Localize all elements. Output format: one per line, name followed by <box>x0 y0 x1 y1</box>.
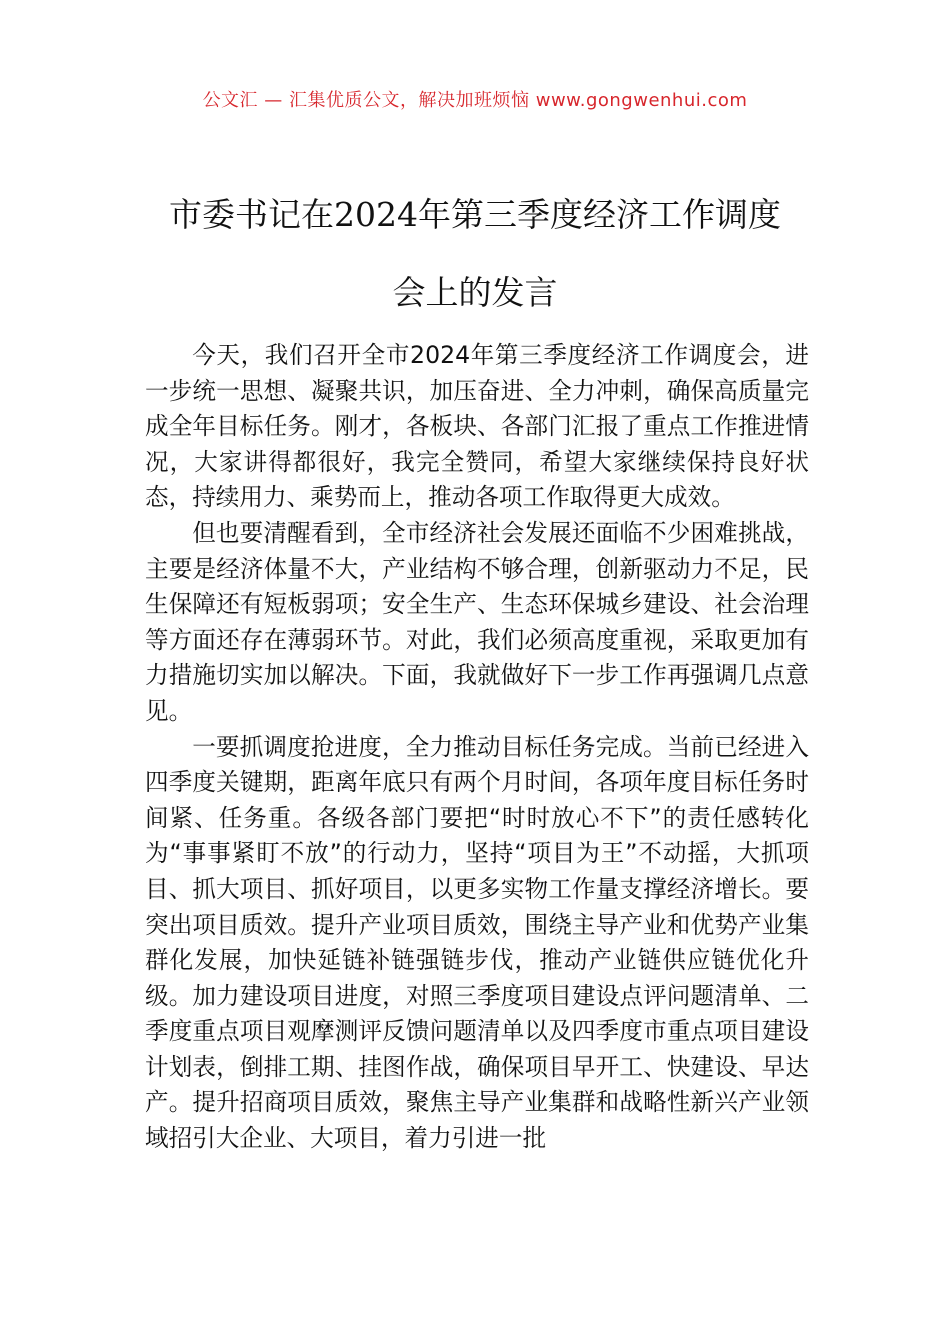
paragraph-2: 但也要清醒看到，全市经济社会发展还面临不少困难挑战，主要是经济体量不大，产业结构不够合理，创新驱动力不足，民生保障还有短板弱项；安全生产、生态环保城乡建设、社会治理等方面还存在薄弱环节。对此，我们必须高度重视，采取更加有力措施切实加以解决。下面，我就做好下一步工作再强调几点意见。 <box>145 518 809 725</box>
site-banner: 公文汇 — 汇集优质公文，解决加班烦恼 www.gongwenhui.com <box>202 90 748 111</box>
title-line-1: 市委书记在2024年第三季度经济工作调度 <box>169 195 781 234</box>
paragraph-1: 今天，我们召开全市2024年第三季度经济工作调度会，进一步统一思想、凝聚共识，加压奋进、全力冲刺，确保高质量完成全年目标任务。刚才，各板块、各部门汇报了重点工作推进情况，大家讲得都很好，我完全赞同，希望大家继续保持良好状态，持续用力、乘势而上，推动各项工作取得更大成效。 <box>145 341 809 512</box>
document-title <box>120 176 830 332</box>
paragraph-3: 一要抓调度抢进度，全力推动目标任务完成。当前已经进入四季度关键期，距离年底只有两个月时间，各项年度目标任务时间紧、任务重。各级各部门要把“时时放心不下”的责任感转化为“事事紧盯不放”的行动力，坚持“项目为王”不动摇，大抓项目、抓大项目、抓好项目，以更多实物工作量支撑经济增长。要突出项目质效。提升产业项目质效，围绕主导产业和优势产业集群化发展，加快延链补链强链步伐，推动产业链供应链优化升级。加力建设项目进度，对照三季度项目建设点评问题清单、二季度重点项目观摩测评反馈问题清单以及四季度市重点项目建设计划表，倒排工期、挂图作战，确保项目早开工、快建设、早达产。提升招商项目质效，聚焦主导产业集群和战略性新兴产业领域招引大企业、大项目，着力引进一批 <box>145 732 809 1153</box>
title-line-2: 会上的发言 <box>392 273 558 312</box>
document-body <box>145 338 809 1157</box>
